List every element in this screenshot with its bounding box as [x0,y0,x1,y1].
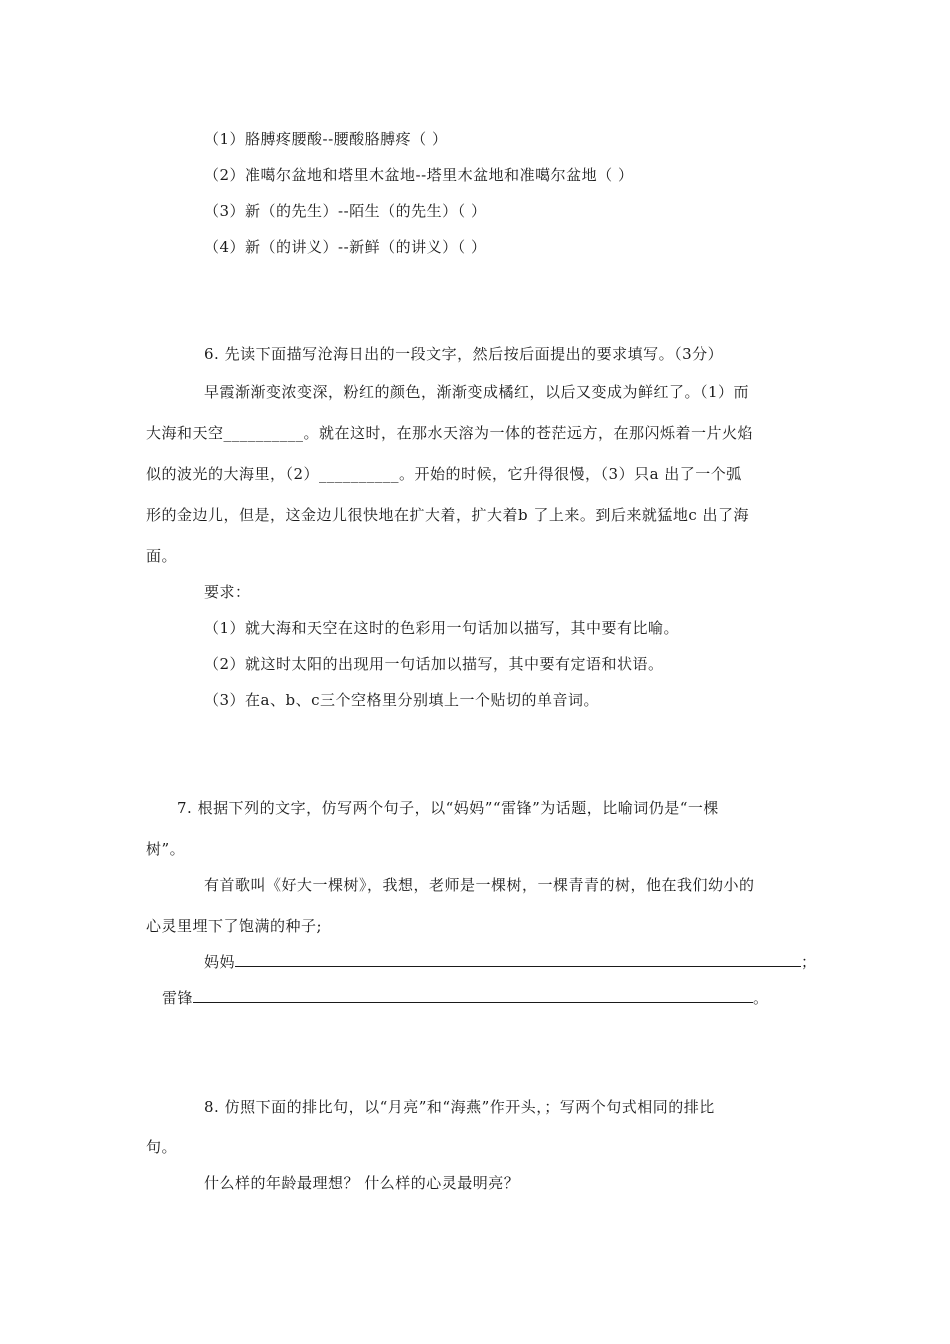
q7-blank-leifeng-line[interactable] [193,988,753,1003]
q6-passage-line-4: 形的金边儿，但是，这金边儿很快地在扩大着，扩大着b 了上来。到后来就猛地c 出了海 [146,506,750,524]
q7-blank-mama [204,951,817,972]
q6-requirements-label: 要求： [204,583,251,601]
q6-passage-line-2: 大海和天空__________。就在这时，在那水天溶为一体的苍茫远方，在那闪烁着一片火焰 [146,424,754,442]
q7-title-line-1: 7. 根据下列的文字，仿写两个句子，以“妈妈”“雷锋”为话题，比喻词仍是“一棵 [177,799,719,817]
q7-blank-mama-label: 妈妈 [204,953,236,971]
q6-requirement-1: （1）就大海和天空在这时的色彩用一句话加以描写，其中要有比喻。 [204,619,680,637]
q7-blank-mama-line[interactable] [235,952,801,967]
q7-example-line-1: 有首歌叫《好大一棵树》，我想，老师是一棵树，一棵青青的树，他在我们幼小的 [204,876,755,894]
q8-example: 什么样的年龄最理想？ 什么样的心灵最明亮？ [204,1174,520,1192]
q6-requirement-3: （3）在a、b、c三个空格里分别填上一个贴切的单音词。 [204,691,599,709]
q5-item-3: （3）新（的先生）--陌生（的先生）（ ） [204,202,487,220]
q6-passage-line-3: 似的波光的大海里，（2）__________。开始的时候，它升得很慢，（3）只a 出了一个弧 [146,465,742,483]
q6-title: 6. 先读下面描写沧海日出的一段文字，然后按后面提出的要求填写。（3分） [204,345,724,363]
q7-blank-leifeng-end: 。 [753,989,769,1007]
q8-title-line-1: 8. 仿照下面的排比句，以“月亮”和“海燕”作开头，；写两个句式相同的排比 [204,1098,715,1116]
q8-title-line-2: 句。 [146,1138,178,1156]
q5-item-2: （2）准噶尔盆地和塔里木盆地--塔里木盆地和准噶尔盆地（ ） [204,166,634,184]
q6-requirement-2: （2）就这时太阳的出现用一句话加以描写，其中要有定语和状语。 [204,655,664,673]
q5-item-4: （4）新（的讲义）--新鲜（的讲义）（ ） [204,238,487,256]
q5-item-1: （1）胳膊疼腰酸--腰酸胳膊疼（ ） [204,130,448,148]
q7-blank-mama-end: ； [801,953,817,971]
q7-title-line-2: 树”。 [146,840,186,858]
q7-example-line-2: 心灵里埋下了饱满的种子; [146,917,323,935]
q7-blank-leifeng-label: 雷锋 [162,989,194,1007]
q6-passage-line-5: 面。 [146,547,178,565]
q6-passage-line-1: 早霞渐渐变浓变深，粉红的颜色，渐渐变成橘红，以后又变成为鲜红了。（1）而 [204,383,750,401]
q7-blank-leifeng [162,987,769,1008]
